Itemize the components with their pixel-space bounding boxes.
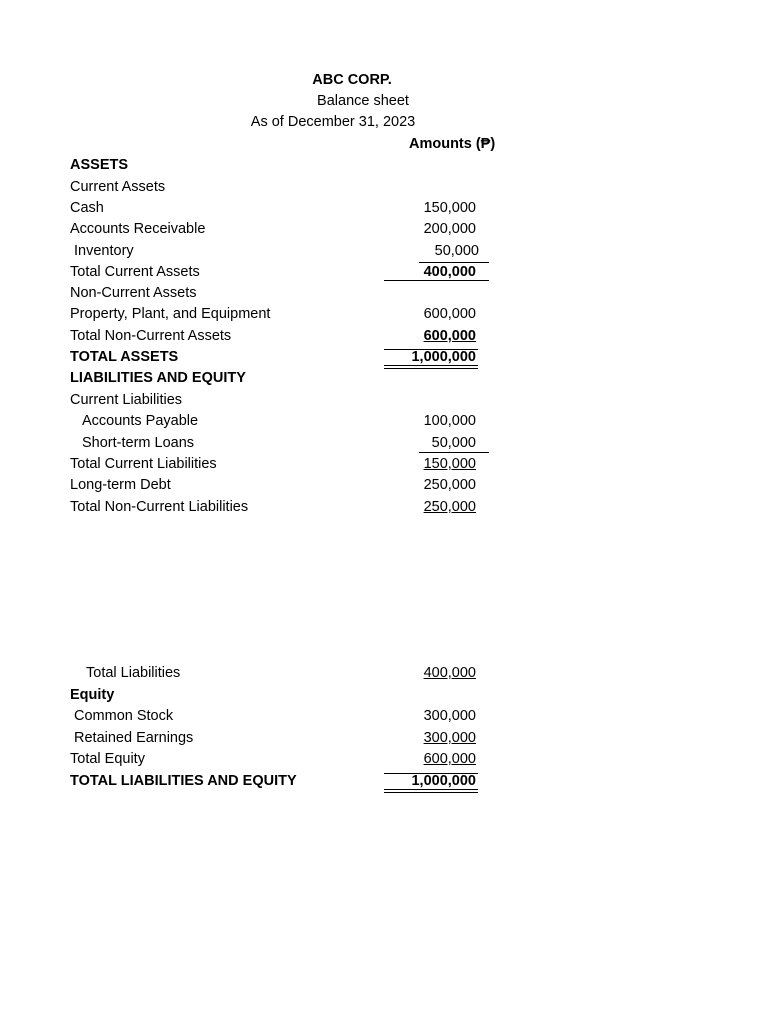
total-assets-amount: 1,000,000	[411, 349, 476, 365]
ppe-amount: 600,000	[423, 306, 476, 322]
total-noncurrent-assets-label: Total Non-Current Assets	[70, 328, 232, 344]
current-assets-heading: Current Assets	[70, 179, 166, 195]
total-noncurrent-liabilities-amount: 250,000	[423, 499, 476, 515]
total-current-liabilities-row	[70, 454, 500, 475]
liabilities-equity-heading: LIABILITIES AND EQUITY	[70, 370, 246, 386]
total-noncurrent-liabilities-label: Total Non-Current Liabilities	[70, 499, 249, 515]
cash-row	[70, 198, 500, 219]
retained-earnings-row	[70, 728, 500, 749]
inventory-row	[70, 241, 500, 262]
statement-title: Balance sheet	[317, 93, 409, 109]
total-current-liabilities-label: Total Current Liabilities	[70, 456, 217, 472]
total-liabilities-amount: 400,000	[423, 665, 476, 681]
current-liabilities-heading-row	[70, 390, 500, 411]
cash-amount: 150,000	[423, 200, 476, 216]
short-loans-underline	[419, 452, 489, 453]
long-debt-amount: 250,000	[423, 477, 476, 493]
noncurrent-assets-heading-row	[70, 283, 500, 304]
common-stock-label: Common Stock	[74, 708, 174, 724]
cash-label: Cash	[70, 200, 104, 216]
company-name: ABC CORP.	[312, 72, 392, 88]
receivable-label: Accounts Receivable	[70, 221, 206, 237]
short-loans-label: Short-term Loans	[82, 435, 195, 451]
retained-earnings-label: Retained Earnings	[74, 730, 194, 746]
long-debt-row	[70, 475, 500, 496]
common-stock-row	[70, 706, 500, 727]
current-assets-heading-row	[70, 177, 500, 198]
receivable-row	[70, 219, 500, 240]
payable-amount: 100,000	[423, 413, 476, 429]
ppe-label: Property, Plant, and Equipment	[70, 306, 271, 322]
total-current-assets-amount: 400,000	[423, 264, 476, 280]
inventory-label: Inventory	[74, 243, 134, 259]
total-liabilities-equity-amount: 1,000,000	[411, 773, 476, 789]
total-current-assets-label: Total Current Assets	[70, 264, 200, 280]
equity-heading-row	[70, 685, 500, 706]
total-equity-amount: 600,000	[423, 751, 476, 767]
short-loans-row	[70, 433, 500, 454]
long-debt-label: Long-term Debt	[70, 477, 171, 493]
short-loans-amount: 50,000	[431, 435, 476, 451]
total-noncurrent-assets-row	[70, 326, 500, 347]
current-liabilities-heading: Current Liabilities	[70, 392, 183, 408]
receivable-amount: 200,000	[423, 221, 476, 237]
ppe-row	[70, 304, 500, 325]
payable-label: Accounts Payable	[82, 413, 199, 429]
noncurrent-assets-heading: Non-Current Assets	[70, 285, 197, 301]
total-assets-label: TOTAL ASSETS	[70, 349, 179, 365]
total-equity-label: Total Equity	[70, 751, 145, 767]
retained-earnings-amount: 300,000	[423, 730, 476, 746]
total-liabilities-equity-label: TOTAL LIABILITIES AND EQUITY	[70, 773, 297, 789]
total-liabilities-row	[70, 663, 500, 684]
equity-heading: Equity	[70, 687, 115, 703]
statement-date: As of December 31, 2023	[250, 114, 416, 130]
total-noncurrent-assets-amount: 600,000	[423, 328, 476, 344]
total-current-liabilities-amount: 150,000	[423, 456, 476, 472]
assets-heading-row	[70, 155, 500, 176]
amounts-heading: Amounts (₱)	[409, 136, 496, 152]
assets-heading: ASSETS	[70, 157, 129, 173]
total-equity-row	[70, 749, 500, 770]
payable-row	[70, 411, 500, 432]
inventory-amount: 50,000	[434, 243, 479, 259]
total-noncurrent-liabilities-row	[70, 497, 500, 518]
common-stock-amount: 300,000	[423, 708, 476, 724]
total-le-double-underline	[384, 789, 478, 793]
total-current-assets-underline	[384, 280, 489, 281]
liabilities-equity-heading-row	[70, 368, 500, 389]
total-liabilities-label: Total Liabilities	[86, 665, 181, 681]
